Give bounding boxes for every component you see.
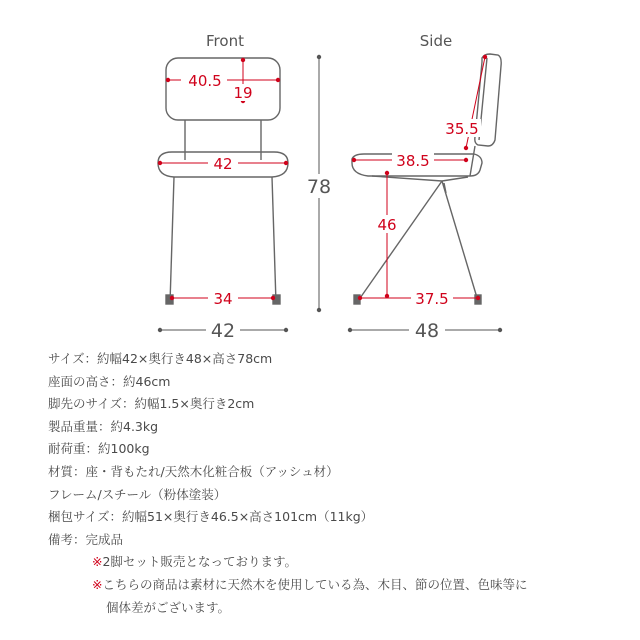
note-set-of-two	[48, 551, 628, 574]
side-seat-depth: 38.5	[396, 152, 430, 170]
spec-material-frame: フレーム/スチール（粉体塗装）	[48, 486, 227, 502]
front-seat-width: 42	[213, 155, 233, 173]
note-text: 2脚セット販売となっております。	[102, 554, 297, 570]
note-mark: ※	[92, 554, 103, 570]
front-overall-width: 42	[210, 320, 236, 342]
spec-material-seat: 材質：座・背もたれ/天然木化粧合板（アッシュ材）	[48, 463, 339, 479]
side-seat-height: 46	[377, 216, 397, 234]
side-view	[352, 54, 501, 304]
spec-foot-size: 脚先のサイズ：約幅1.5×奥行き2cm	[48, 396, 255, 412]
front-foot-span: 34	[213, 290, 233, 308]
front-title: Front	[206, 32, 244, 50]
side-title: Side	[419, 32, 453, 50]
front-view	[158, 58, 288, 304]
side-overall-depth: 48	[414, 320, 440, 342]
front-backrest-width: 40.5	[188, 72, 222, 90]
spec-size: サイズ：約幅42×奥行き48×高さ78cm	[48, 351, 273, 366]
note-continuation: 個体差がございます。	[106, 599, 231, 615]
side-backrest-height: 35.5	[445, 120, 479, 138]
overall-height: 78	[306, 176, 332, 198]
spec-seat-height: 座面の高さ：約46cm	[48, 373, 171, 389]
spec-remarks: 備考：完成品	[48, 531, 124, 547]
front-dimensions	[160, 60, 286, 298]
spec-list	[48, 348, 628, 619]
spec-package-size: 梱包サイズ：約幅51×奥行き46.5×高さ101cm（11kg）	[48, 509, 374, 525]
front-backrest-height: 19	[233, 84, 253, 102]
note-natural-wood	[48, 574, 628, 597]
side-foot-span: 37.5	[415, 290, 449, 308]
spec-load-capacity: 耐荷重：約100kg	[48, 441, 150, 457]
note-text: こちらの商品は素材に天然木を使用している為、木目、節の位置、色味等に	[102, 576, 528, 592]
note-mark: ※	[92, 576, 103, 592]
spec-weight: 製品重量：約4.3kg	[48, 418, 159, 434]
